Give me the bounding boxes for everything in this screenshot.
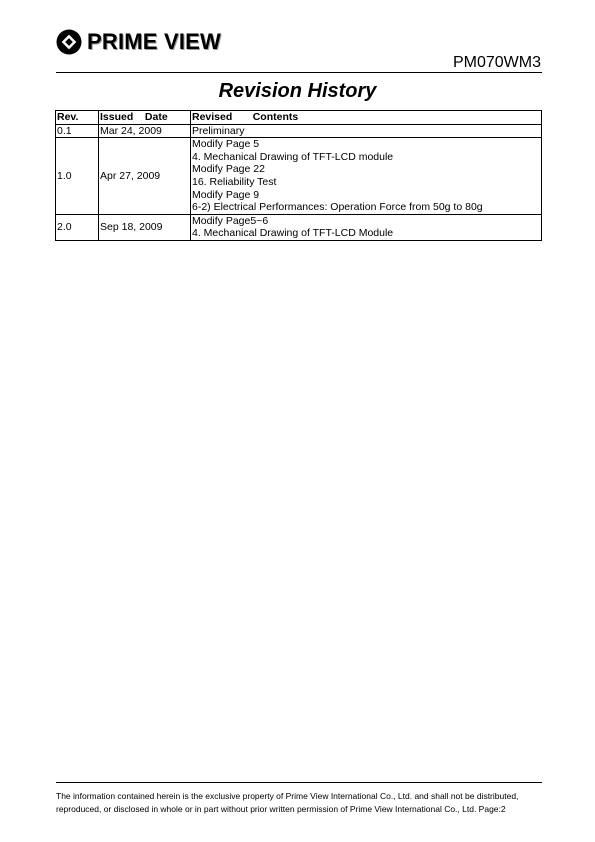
col-header-date: Issued Date [99, 111, 191, 125]
table-row [56, 124, 542, 138]
rev-cell: 2.0 [56, 214, 99, 240]
table-header-row [56, 111, 542, 125]
contents-line: Modify Page 9 [192, 188, 260, 201]
table-row [56, 138, 542, 215]
contents-line: Modify Page5~6 [192, 214, 269, 227]
contents-line: 4. Mechanical Drawing of TFT-LCD Module [192, 227, 394, 240]
footer-notice [56, 790, 546, 815]
contents-line: 16. Reliability Test [192, 175, 277, 188]
date-cell: Mar 24, 2009 [99, 124, 191, 138]
contents-line: 4. Mechanical Drawing of TFT-LCD module [192, 150, 394, 163]
date-cell: Apr 27, 2009 [99, 138, 191, 215]
col-header-contents: Revised Contents [191, 111, 542, 125]
contents-cell [191, 124, 542, 138]
company-logo [56, 28, 221, 56]
col-header-rev: Rev. [56, 111, 99, 125]
contents-cell [191, 138, 542, 215]
date-cell: Sep 18, 2009 [99, 214, 191, 240]
rev-cell: 0.1 [56, 124, 99, 138]
page-title: Revision History [218, 80, 377, 102]
contents-line: Preliminary [192, 124, 245, 137]
contents-line: Modify Page 5 [192, 138, 260, 151]
model-number: PM070WM3 [452, 54, 541, 71]
rev-cell: 1.0 [56, 138, 99, 215]
table-row [56, 214, 542, 240]
header-divider [56, 72, 542, 73]
contents-line: 6-2) Electrical Performances: Operation Force from 50g to 80g [192, 201, 483, 214]
footer-line: The information contained herein is the exclusive property of Prime View International Co., Ltd. and shall not be distributed, [56, 791, 519, 801]
brand-name: PRIME VIEW [87, 29, 222, 54]
contents-cell [191, 214, 542, 240]
prime-view-logo-icon [56, 29, 82, 55]
contents-line: Modify Page 22 [192, 163, 265, 176]
footer-divider [56, 782, 542, 783]
revision-history-table [55, 110, 542, 241]
footer-line: reproduced, or disclosed in whole or in part without prior written permission of Prime View International Co., Ltd. Page:2 [56, 803, 506, 814]
